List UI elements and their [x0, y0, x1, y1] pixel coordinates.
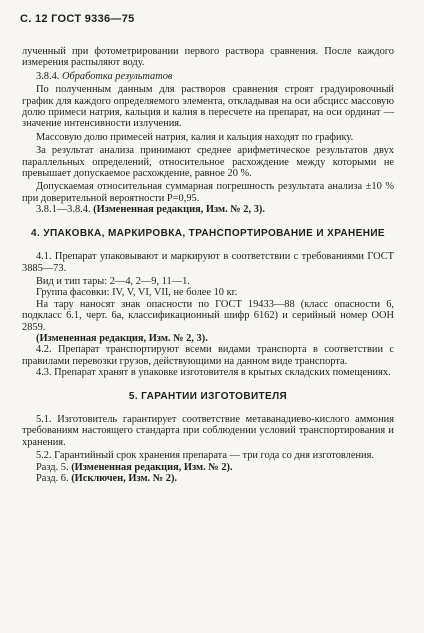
- page-header: С. 12 ГОСТ 9336—75: [20, 13, 135, 25]
- amendment-note: (Измененная редакция, Изм. № 2, 3).: [93, 204, 265, 216]
- document-body: [22, 46, 394, 484]
- paragraph-4-2: 4.2. Препарат транспортируют всеми видами транспорта в соответствии с правилами перевозки грузов, действующими на данном виде транспорта.: [22, 344, 394, 367]
- paragraph-amendment-3-8: [22, 204, 394, 215]
- amendment-ref: 3.8.1—3.8.4.: [36, 204, 94, 216]
- paragraph-4-3: 4.3. Препарат хранят в упаковке изготовителя в крытых складских помещениях.: [36, 367, 391, 379]
- paragraph-4-1: 4.1. Препарат упаковывают и маркируют в соответствии с требованиями ГОСТ 3885—73.: [22, 251, 394, 274]
- paragraph-continuation: лученный при фотометрировании первого раствора сравнения. После каждого измерения распыляют воду.: [22, 46, 394, 69]
- paragraph-calibration: По полученным данным для растворов сравнения строят градуировочный график для каждого определяемого элемента, откладывая на оси абсцисс массовую долю примеси натрия, кальция и калия в пересчете на препарат, на оси ординат — значение интенсивности излучения.: [22, 84, 394, 130]
- amendment-note: (Измененная редакция, Изм. № 2, 3).: [36, 332, 208, 344]
- paragraph-hazard-sign: На тару наносят знак опасности по ГОСТ 19433—88 (класс опасности 6, подкласс 6.1, черт. 6а, классификационный шифр 6162) и серийный номер ООН 2859.: [22, 298, 394, 333]
- paragraph-section-6-amendment: [22, 473, 394, 484]
- section-number: 3.8.4.: [36, 70, 62, 82]
- amendment-note: (Исключен, Изм. № 2).: [71, 473, 178, 484]
- paragraph-result: За результат анализа принимают среднее арифметическое результатов двух параллельных определений, относительное расхождение между которыми не превышает допускаемое расхождение, равное 20 %.: [22, 145, 394, 180]
- paragraph-container-type: Вид и тип тары: 2—4, 2—9, 11—1.: [36, 275, 190, 287]
- section-4-heading: 4. УПАКОВКА, МАРКИРОВКА, ТРАНСПОРТИРОВАНИЕ И ХРАНЕНИЕ: [31, 227, 385, 239]
- paragraph-mass-fraction: Массовую долю примесей натрия, калия и кальция находят по графику.: [36, 131, 354, 143]
- paragraph-amendment-4: [22, 333, 394, 344]
- paragraph-section-5-amendment: [22, 462, 394, 473]
- paragraph-error: Допускаемая относительная суммарная погрешность результата анализа ±10 % при доверительной вероятности P=0,95.: [22, 181, 394, 204]
- paragraph-5-2: 5.2. Гарантийный срок хранения препарата — три года со дня изготовления.: [36, 450, 374, 462]
- amendment-ref: Разд. 6.: [36, 473, 72, 484]
- section-5-heading: 5. ГАРАНТИИ ИЗГОТОВИТЕЛЯ: [128, 390, 288, 402]
- paragraph-packaging-group: Группа фасовки: IV, V, VI, VII, не более 10 кг.: [36, 287, 238, 299]
- paragraph-5-1: 5.1. Изготовитель гарантирует соответствие метаванадиево-кислого аммония требованиям настоящего стандарта при соблюдении условий транспортирования и хранения.: [22, 413, 394, 448]
- section-3-8-4-heading: [22, 71, 394, 82]
- section-title: Обработка результатов: [61, 70, 173, 82]
- amendment-note: (Измененная редакция, Изм. № 2).: [71, 461, 233, 473]
- amendment-ref: Разд. 5.: [36, 461, 72, 473]
